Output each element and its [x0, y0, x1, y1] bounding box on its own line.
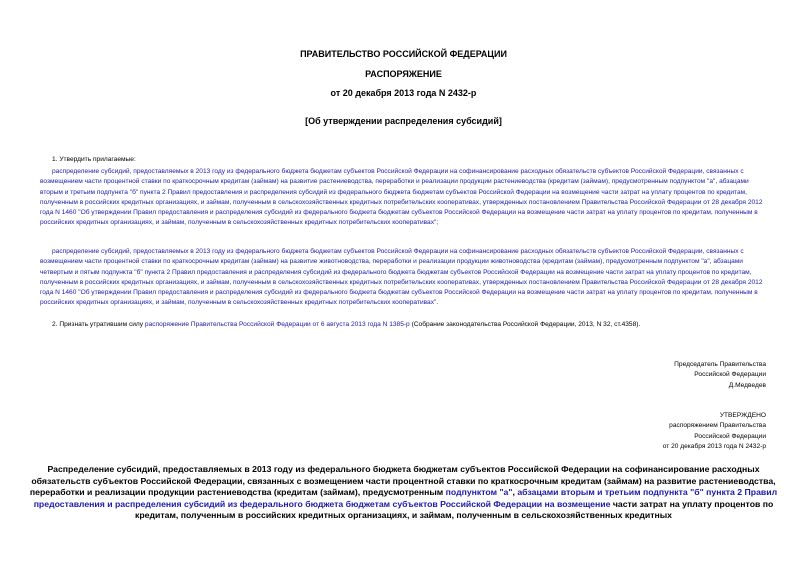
appendix-subparagraph-a-link[interactable]: подпунктом "а" — [445, 487, 513, 498]
appendix-title-part-3: части затрат на уплату процентов по кредитам, полученным в российских кредитных организациях, и займам, полученным в сельскохозяйственных кредитных — [135, 498, 774, 521]
signature-line-3: Д.Медведев — [728, 381, 766, 389]
signature-line-2: Российской Федерации — [694, 371, 766, 379]
approval-line-1: УТВЕРЖДЕНО — [719, 412, 766, 419]
appendix-title-part-1: Распределение субсидий, предоставляемых в 2013 году из федерального бюджета бюджетам субъектов Российской Федерации на софинансирование расходных обязательств субъектов Российской Федерации, связанных с возмещением части процентной ставки по краткосрочным кредитам (займам) на развитие растениеводства, переработки и реализации продукции растениеводства (кредитам (займам), предусмотренным — [29, 464, 776, 498]
paragraph-distribution-plant — [40, 167, 770, 229]
appendix-rules-link[interactable]: абзацами вторым и третьим подпункта "б" пункта 2 Правил предоставления и распределения субсидий из федерального бюджета бюджетам субъектов Российской Федерации на возмещение — [33, 487, 778, 509]
paragraph-distribution-livestock — [40, 247, 770, 309]
paragraph-2-text[interactable]: распределение субсидий, предоставляемых в 2013 году из федерального бюджета бюджетам субъектов Российской Федерации на софинансирование расходных обязательств субъектов Российской Федерации, связанных с возмещением части процентной ставки по краткосрочным кредитам (займам) на развитие животноводства, переработки и реализации продукции животноводства (кредитам (займам), предусмотренным подпунктом "а", абзацами четвертым и пятым подпункта "б" пункта 2 Правил предоставления и распределения субсидий из федерального бюджета бюджетам субъектов Российской Федерации на возмещение части затрат на уплату процентов по кредитам, полученным в российских кредитных организациях, и займам, полученным в сельскохозяйственных кредитных потребительских кооперативах, утвержденных постановлением Правительства Российской Федерации от 28 декабря 2012 года N 1460 "Об утверждении Правил предоставления и распределения субсидий из федерального бюджета бюджетам субъектов Российской Федерации на возмещение части затрат на уплату процентов по кредитам, полученным в российских кредитных организациях, и займам, полученным в сельскохозяйственных кредитных потребительских кооперативах". — [40, 248, 763, 307]
document-type: РАСПОРЯЖЕНИЕ — [365, 69, 442, 79]
signature-line-1: Председатель Правительства — [674, 361, 766, 368]
appendix-title — [24, 464, 783, 522]
document-subject: [Об утверждении распределения субсидий] — [305, 116, 502, 126]
item-1: 1. Утвердить прилагаемые: — [52, 156, 136, 163]
government-title: ПРАВИТЕЛЬСТВО РОССИЙСКОЙ ФЕДЕРАЦИИ — [300, 49, 507, 59]
paragraph-1-text[interactable]: распределение субсидий, предоставляемых в 2013 году из федерального бюджета бюджетам субъектов Российской Федерации на софинансирование расходных обязательств субъектов Российской Федерации, связанных с возмещением части процентной ставки по краткосрочным кредитам (займам) на развитие растениеводства, переработки и реализации продукции растениеводства (кредитам (займам), предусмотренным подпунктом "а", абзацами вторым и третьим подпункта "б" пункта 2 Правил предоставления и распределения субсидий из федерального бюджета бюджетам субъектов Российской Федерации на возмещение части затрат на уплату процентов по кредитам, полученным в российских кредитных организациях, и займам, полученным в сельскохозяйственных кредитных потребительских кооперативах, утвержденных постановлением Правительства Российской Федерации от 28 декабря 2012 года N 1460 "Об утверждении Правил предоставления и распределения субсидий из федерального бюджета бюджетам субъектов Российской Федерации на возмещение части затрат на уплату процентов по кредитам, полученным в российских кредитных организациях, и займам, полученным в сельскохозяйственных кредитных потребительских кооперативах"; — [40, 168, 763, 227]
item-2 — [40, 320, 770, 330]
approval-line-3: Российской Федерации — [694, 432, 766, 440]
item-2-suffix: (Собрание законодательства Российской Федерации, 2013, N 32, ст.4358). — [409, 321, 641, 328]
repealed-order-link[interactable]: распоряжение Правительства Российской Федерации от 6 августа 2013 года N 1385-р — [144, 321, 410, 328]
approval-block — [663, 411, 766, 452]
approval-line-4: от 20 декабря 2013 года N 2432-р — [662, 442, 766, 450]
appendix-title-part-2: , — [512, 487, 518, 498]
approval-line-2: распоряжением Правительства — [669, 422, 766, 430]
signature-block — [674, 360, 766, 391]
item-2-prefix: 2. Признать утратившим силу — [52, 321, 145, 328]
document-date-number: от 20 декабря 2013 года N 2432-р — [330, 88, 477, 98]
